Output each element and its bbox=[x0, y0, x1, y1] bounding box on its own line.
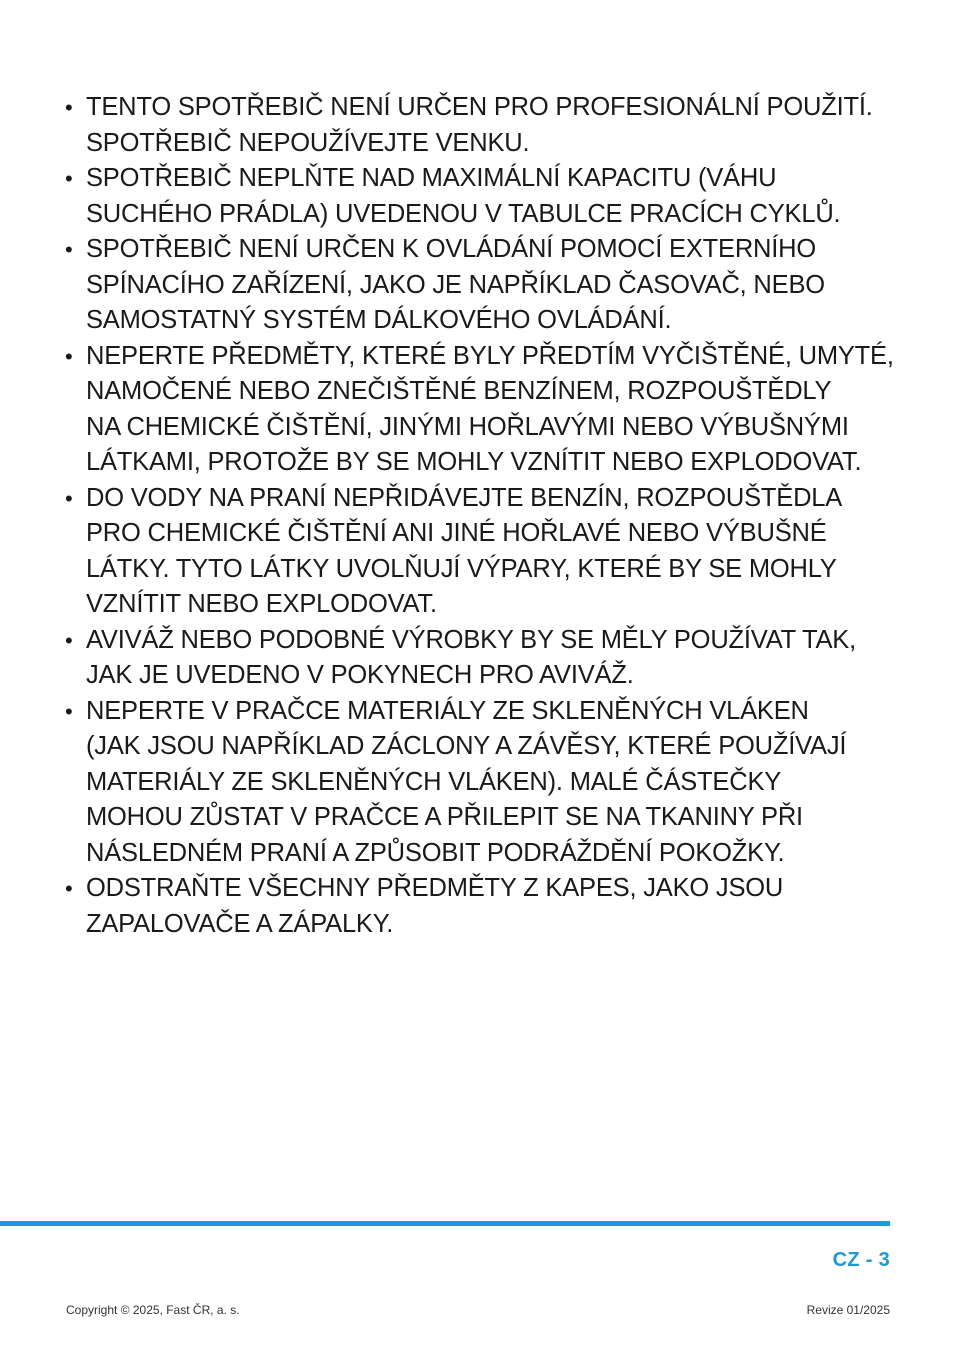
copyright-text: Copyright © 2025, Fast ČR, a. s. bbox=[66, 1303, 240, 1317]
page-number: CZ - 3 bbox=[832, 1249, 890, 1271]
bullet-dot-icon: • bbox=[65, 343, 73, 369]
footer-divider bbox=[0, 1221, 890, 1226]
list-item bbox=[64, 694, 894, 872]
bullet-dot-icon: • bbox=[65, 95, 73, 120]
bullet-dot-icon: • bbox=[65, 627, 73, 653]
list-item-text: DO VODY NA PRANÍ NEPŘIDÁVEJTE BENZÍN, ROZPOUŠTĚDLA PRO CHEMICKÉ ČIŠTĚNÍ ANI JINÉ HOŘLAVÉ NEBO VÝBUŠNÉ LÁTKY. TYTO LÁTKY UVOLŇUJÍ VÝPARY, KTERÉ BY SE MOHLY VZNÍTIT NEBO EXPLODOVAT. bbox=[86, 483, 843, 618]
safety-instructions bbox=[64, 90, 894, 942]
list-item bbox=[64, 339, 894, 481]
list-item bbox=[64, 481, 894, 623]
bullet-list bbox=[64, 90, 894, 942]
bullet-dot-icon: • bbox=[65, 485, 73, 511]
list-item bbox=[64, 90, 894, 161]
list-item bbox=[64, 623, 894, 694]
list-item-text: ODSTRAŇTE VŠECHNY PŘEDMĚTY Z KAPES, JAKO JSOU ZAPALOVAČE A ZÁPALKY. bbox=[86, 874, 784, 938]
list-item-text: TENTO SPOTŘEBIČ NENÍ URČEN PRO PROFESIONÁLNÍ POUŽITÍ. SPOTŘEBIČ NEPOUŽÍVEJTE VENKU. bbox=[86, 93, 873, 157]
list-item-text: AVIVÁŽ NEBO PODOBNÉ VÝROBKY BY SE MĚLY POUŽÍVAT TAK, JAK JE UVEDENO V POKYNECH PRO AVIVÁŽ. bbox=[86, 625, 856, 689]
list-item bbox=[64, 161, 894, 232]
list-item-text: NEPERTE PŘEDMĚTY, KTERÉ BYLY PŘEDTÍM VYČIŠTĚNÉ, UMYTÉ, NAMOČENÉ NEBO ZNEČIŠTĚNÉ BENZÍNEM, ROZPOUŠTĚDLY NA CHEMICKÉ ČIŠTĚNÍ, JINÝMI HOŘLAVÝMI NEBO VÝBUŠNÝMI LÁTKAMI, PROTOŽE BY SE MOHLY VZNÍTIT NEBO EXPLODOVAT. bbox=[86, 341, 894, 476]
bullet-dot-icon: • bbox=[65, 166, 73, 191]
bullet-dot-icon: • bbox=[65, 698, 73, 724]
list-item bbox=[64, 232, 894, 339]
revision-text: Revize 01/2025 bbox=[806, 1303, 890, 1317]
list-item-text: SPOTŘEBIČ NENÍ URČEN K OVLÁDÁNÍ POMOCÍ EXTERNÍHO SPÍNACÍHO ZAŘÍZENÍ, JAKO JE NAPŘÍKLAD ČASOVAČ, NEBO SAMOSTATNÝ SYSTÉM DÁLKOVÉHO OVLÁDÁNÍ. bbox=[86, 235, 825, 334]
list-item-text: SPOTŘEBIČ NEPLŇTE NAD MAXIMÁLNÍ KAPACITU (VÁHU SUCHÉHO PRÁDLA) UVEDENOU V TABULCE PRACÍCH CYKLŮ. bbox=[86, 164, 841, 228]
bullet-dot-icon: • bbox=[65, 876, 73, 901]
bullet-dot-icon: • bbox=[65, 237, 73, 262]
list-item-text: NEPERTE V PRAČCE MATERIÁLY ZE SKLENĚNÝCH VLÁKEN (JAK JSOU NAPŘÍKLAD ZÁCLONY A ZÁVĚSY, KTERÉ POUŽÍVAJÍ MATERIÁLY ZE SKLENĚNÝCH VLÁKEN). MALÉ ČÁSTEČKY MOHOU ZŮSTAT V PRAČCE A PŘILEPIT SE NA TKANINY PŘI NÁSLEDNÉM PRANÍ A ZPŮSOBIT PODRÁŽDĚNÍ POKOŽKY. bbox=[86, 696, 847, 867]
list-item bbox=[64, 871, 894, 942]
